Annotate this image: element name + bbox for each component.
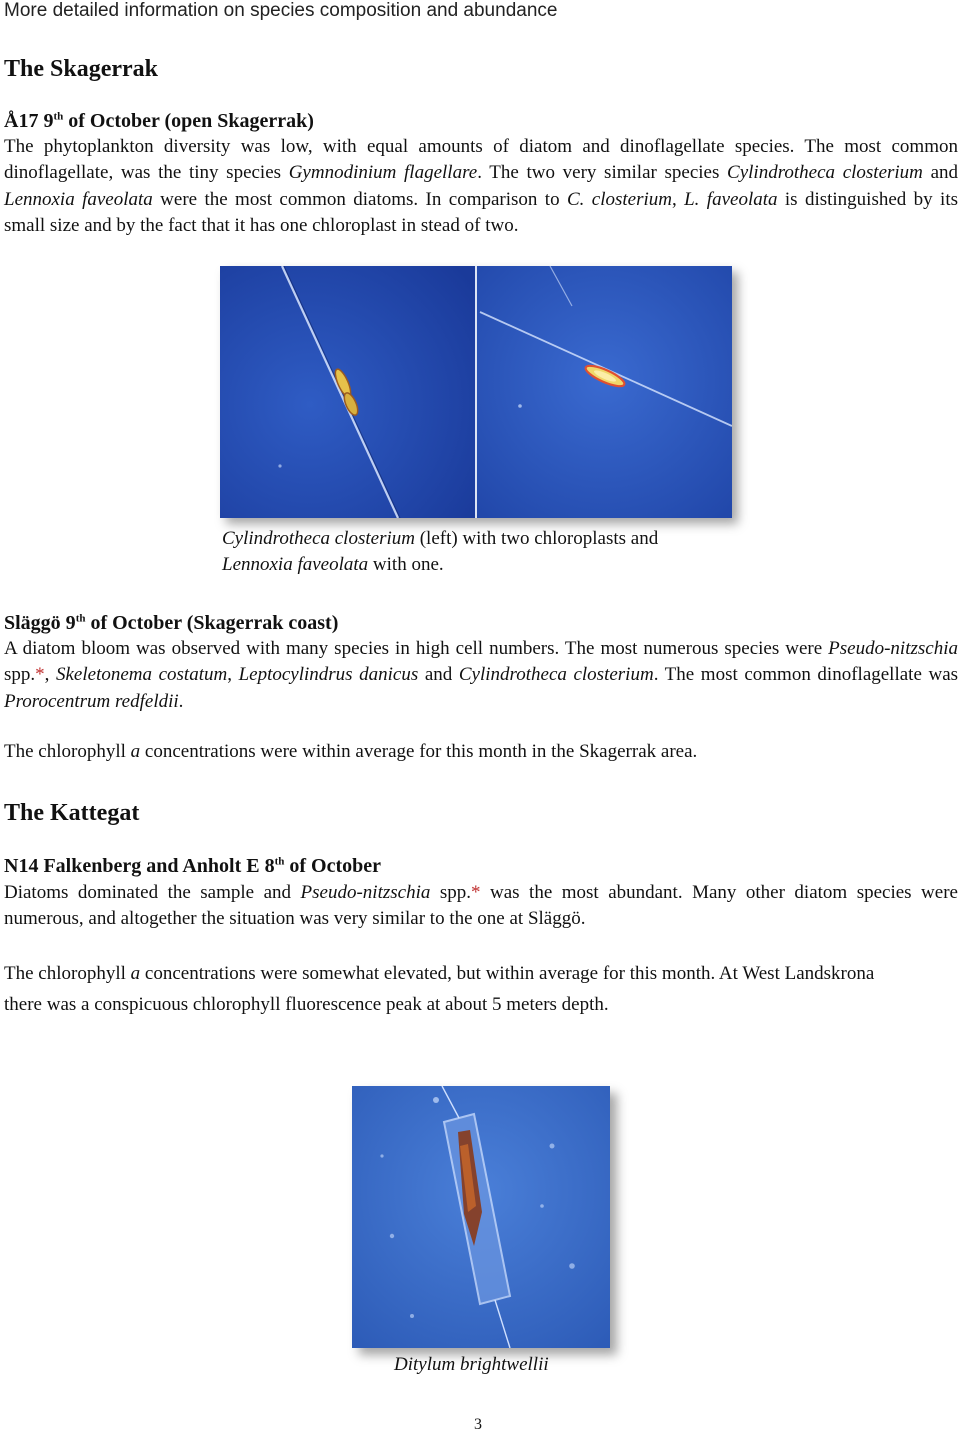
station-heading-n14: N14 Falkenberg and Anholt E 8th of October	[4, 855, 382, 877]
section-title-skagerrak: The Skagerrak	[4, 56, 159, 82]
footnote-star: *	[471, 882, 481, 903]
page-number: 3	[474, 1416, 482, 1433]
section-title-kattegat: The Kattegat	[4, 800, 140, 826]
micrograph-ditylum	[352, 1086, 610, 1348]
micrograph-cylindrotheca-lennoxia	[220, 266, 732, 518]
micrograph-image	[352, 1086, 610, 1348]
paragraph-a17: The phytoplankton diversity was low, with equal amounts of diatom and dinoflagellate species. The most common dinoflagellate, was the tiny species Gymnodinium flagellare. The two very similar species Cylindrotheca closterium and Lennoxia faveolata were the most common diatoms. In comparison to C. closterium, L. faveolata is distinguished by its small size and by the fact that it has one chloroplast in stead of two.	[4, 136, 959, 236]
figure-caption-2: Ditylum brightwellii	[394, 1354, 549, 1375]
station-heading-a17: Å17 9th of October (open Skagerrak)	[4, 110, 314, 132]
station-heading-slaggo: Släggö 9th of October (Skagerrak coast)	[4, 612, 339, 634]
chlorophyll-skagerrak: The chlorophyll a concentrations were within average for this month in the Skagerrak area.	[4, 741, 698, 762]
paragraph-n14: Diatoms dominated the sample and Pseudo-nitzschia spp.* was the most abundant. Many other diatom species were numerous, and altogether the situation was very similar to the one at Släggö.	[4, 882, 958, 930]
footnote-star: *	[35, 664, 45, 686]
paragraph-slaggo: A diatom bloom was observed with many species in high cell numbers. The most numerous species were Pseudo-nitzschia spp.*, Skeletonema costatum, Leptocylindrus danicus and Cylindrotheca closterium. The most common dinoflagellate was Prorocentrum redfeldii.	[4, 638, 959, 712]
page-header: More detailed information on species composition and abundance	[4, 0, 558, 21]
chlorophyll-kattegat-line1: The chlorophyll a concentrations were somewhat elevated, but within average for this month. At West Landskrona	[4, 963, 875, 984]
micrograph-image	[220, 266, 732, 518]
figure-caption-1: Cylindrotheca closterium (left) with two chloroplasts and Lennoxia faveolata with one.	[222, 528, 659, 575]
chlorophyll-kattegat-line2: there was a conspicuous chlorophyll fluorescence peak at about 5 meters depth.	[4, 994, 609, 1015]
